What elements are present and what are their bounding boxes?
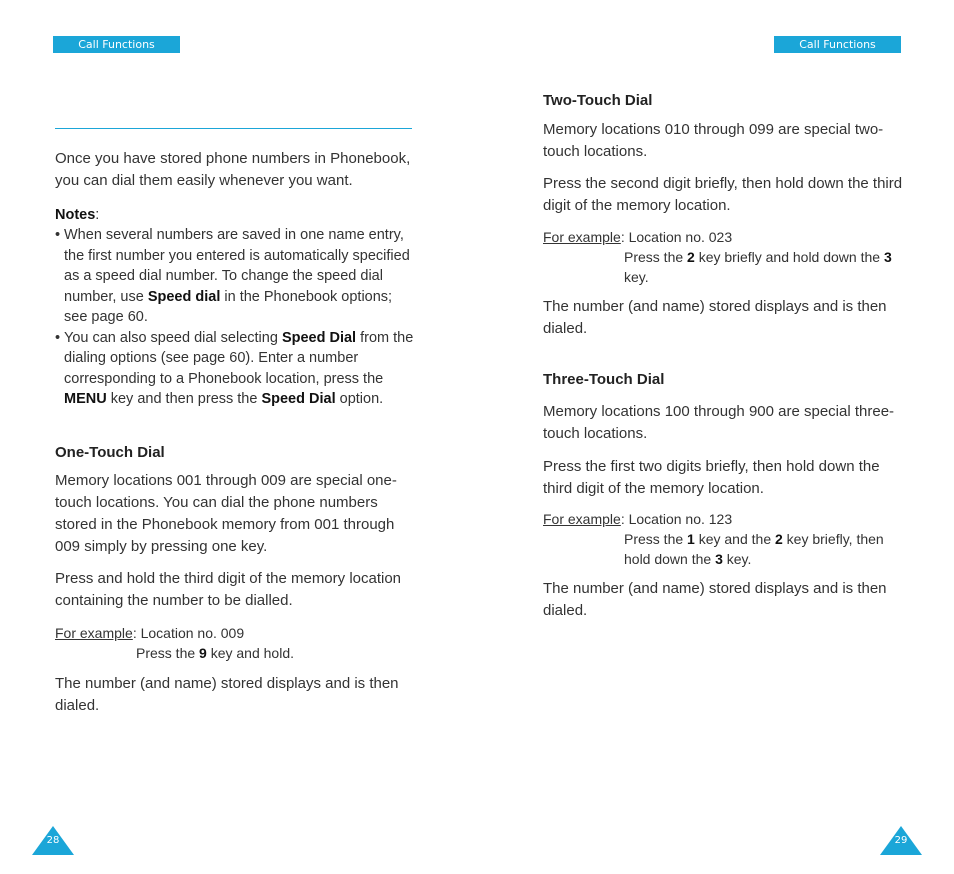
page-number-left: 28: [46, 835, 60, 846]
two-touch-p3: The number (and name) stored displays and is then dialed.: [543, 298, 887, 337]
notes-block: [55, 205, 417, 410]
note-bold: Speed Dial: [281, 329, 357, 346]
notes-label: Notes: [55, 207, 96, 223]
example-key: 9: [199, 645, 207, 661]
notes-list: [55, 225, 417, 410]
example-line: : Location no. 123: [620, 511, 733, 527]
example-text: Press the: [624, 249, 688, 265]
example-label: For example: [543, 229, 621, 245]
two-touch-p2: Press the second digit briefly, then hold down the third digit of the memory location.: [543, 175, 903, 214]
note-bold: MENU: [64, 391, 107, 407]
two-touch-heading: Two-Touch Dial: [543, 92, 653, 109]
example-text: key.: [624, 269, 649, 285]
note-item: [55, 328, 417, 410]
example-line: : Location no. 009: [132, 625, 245, 641]
note-item: [55, 225, 417, 328]
three-touch-example: [543, 509, 903, 569]
example-text: key briefly, then hold down the: [624, 531, 884, 567]
note-bold: Speed Dial: [261, 391, 336, 407]
note-text: You can also speed dial selecting: [64, 329, 282, 346]
three-touch-p3: The number (and name) stored displays and is then dialed.: [543, 580, 887, 619]
section-tag-right: Call Functions: [774, 36, 901, 53]
note-text: in the Phonebook options; see page 60.: [64, 288, 393, 325]
two-touch-example: [543, 227, 903, 287]
one-touch-heading: One-Touch Dial: [55, 444, 165, 461]
example-text: key briefly and hold down the: [694, 249, 884, 265]
example-key: 2: [775, 531, 783, 547]
note-bold: Speed dial: [147, 288, 221, 305]
two-touch-p1: Memory locations 010 through 099 are special two-touch locations.: [543, 121, 884, 160]
example-label: For example: [55, 625, 133, 641]
example-key: 2: [687, 249, 695, 265]
example-key: 3: [883, 249, 892, 265]
example-key: 1: [687, 531, 695, 547]
note-text: When several numbers are saved in one name entry, the first number you entered is automatically specified as a speed dial number. To change the speed dial number, use: [64, 227, 410, 305]
example-text: key and hold.: [206, 645, 294, 661]
page-number-right: 29: [894, 835, 908, 846]
intro-paragraph: Once you have stored phone numbers in Phonebook, you can dial them easily whenever you want.: [55, 150, 411, 189]
three-touch-p1: Memory locations 100 through 900 are special three-touch locations.: [543, 403, 895, 442]
one-touch-p2: Press and hold the third digit of the memory location containing the number to be dialled.: [55, 570, 402, 609]
three-touch-heading: Three-Touch Dial: [543, 371, 665, 388]
note-text: option.: [335, 391, 384, 407]
example-text: key.: [722, 551, 752, 567]
note-text: from the dialing options (see page 60). Enter a number corresponding to a Phonebook location, press the: [64, 329, 414, 387]
one-touch-p1: Memory locations 001 through 009 are special one-touch locations. You can dial the phone numbers stored in the Phonebook memory from 001 through 009 simply by pressing one key.: [55, 472, 397, 555]
title-rule: [55, 128, 412, 129]
example-line: : Location no. 023: [620, 229, 733, 245]
example-text: Press the: [136, 645, 200, 661]
example-label: For example: [543, 511, 621, 527]
one-touch-p3: The number (and name) stored displays and is then dialed.: [55, 675, 399, 714]
notes-colon: :: [95, 207, 100, 223]
one-touch-example: [55, 623, 417, 663]
three-touch-p2: Press the first two digits briefly, then hold down the third digit of the memory location.: [543, 458, 880, 497]
section-tag-left: Call Functions: [53, 36, 180, 53]
note-text: key and then press the: [106, 391, 262, 407]
example-key: 3: [715, 551, 723, 567]
example-text: key and the: [694, 531, 775, 547]
example-text: Press the: [624, 531, 688, 547]
